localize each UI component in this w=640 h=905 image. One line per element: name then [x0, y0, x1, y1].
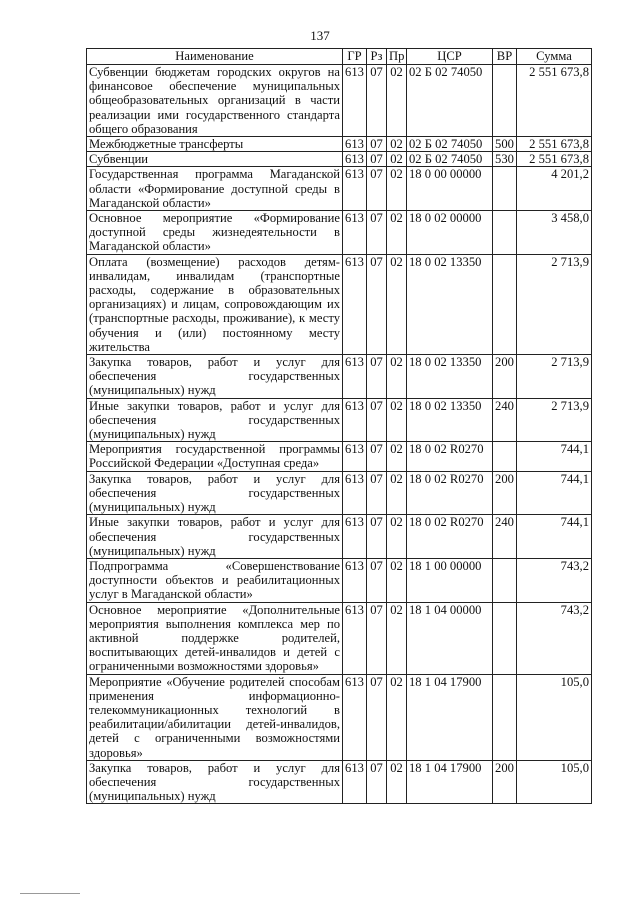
table-row [87, 471, 592, 515]
cell-name: Закупка товаров, работ и услуг для обеспечения государственных (муниципальных) нужд [87, 355, 343, 399]
cell-gr: 613 [343, 137, 367, 152]
cell-csr: 02 Б 02 74050 [407, 152, 493, 167]
table-row [87, 211, 592, 255]
cell-csr: 18 0 00 00000 [407, 167, 493, 211]
cell-vr [493, 602, 517, 674]
table-row [87, 442, 592, 471]
table-row [87, 137, 592, 152]
cell-gr: 613 [343, 515, 367, 559]
cell-rz: 07 [367, 211, 387, 255]
page-number: 137 [310, 28, 330, 43]
cell-rz: 07 [367, 152, 387, 167]
cell-vr: 500 [493, 137, 517, 152]
cell-pr: 02 [387, 471, 407, 515]
table-row [87, 65, 592, 137]
cell-pr: 02 [387, 65, 407, 137]
cell-vr: 240 [493, 515, 517, 559]
cell-pr: 02 [387, 211, 407, 255]
cell-gr: 613 [343, 254, 367, 354]
table-row [87, 355, 592, 399]
cell-sum: 4 201,2 [517, 167, 592, 211]
cell-rz: 07 [367, 398, 387, 442]
cell-pr: 02 [387, 674, 407, 760]
cell-pr: 02 [387, 398, 407, 442]
cell-rz: 07 [367, 760, 387, 804]
cell-vr [493, 442, 517, 471]
cell-name: Оплата (возмещение) расходов детям-инвалидам, инвалидам (транспортные расходы, содержание в образовательных организациях) и лицам, сопровождающим их (транспортные расходы, проживание), к месту обучения и (или) постоянному месту жительства [87, 254, 343, 354]
header-csr: ЦСР [407, 49, 493, 65]
cell-sum: 743,2 [517, 558, 592, 602]
cell-pr: 02 [387, 442, 407, 471]
cell-rz: 07 [367, 674, 387, 760]
cell-rz: 07 [367, 515, 387, 559]
cell-csr: 18 1 04 17900 [407, 674, 493, 760]
cell-gr: 613 [343, 558, 367, 602]
cell-pr: 02 [387, 254, 407, 354]
cell-vr [493, 65, 517, 137]
cell-name: Мероприятие «Обучение родителей способам применения информационно-телекоммуникационных технологий в реабилитации/абилитации детей-инвалидов, детей с ограниченными возможностями здоровья» [87, 674, 343, 760]
header-gr: ГР [343, 49, 367, 65]
cell-gr: 613 [343, 152, 367, 167]
cell-csr: 02 Б 02 74050 [407, 137, 493, 152]
cell-rz: 07 [367, 65, 387, 137]
cell-gr: 613 [343, 167, 367, 211]
cell-csr: 18 0 02 R0270 [407, 471, 493, 515]
cell-pr: 02 [387, 152, 407, 167]
cell-name: Подпрограмма «Совершенствование доступности объектов и реабилитационных услуг в Магаданской области» [87, 558, 343, 602]
cell-csr: 18 0 02 R0270 [407, 442, 493, 471]
cell-csr: 18 0 02 13350 [407, 398, 493, 442]
cell-gr: 613 [343, 398, 367, 442]
cell-sum: 744,1 [517, 515, 592, 559]
footer-rule [20, 893, 80, 894]
cell-rz: 07 [367, 471, 387, 515]
cell-csr: 18 1 04 00000 [407, 602, 493, 674]
cell-sum: 3 458,0 [517, 211, 592, 255]
cell-csr: 18 1 04 17900 [407, 760, 493, 804]
cell-sum: 105,0 [517, 760, 592, 804]
cell-vr: 530 [493, 152, 517, 167]
cell-sum: 2 713,9 [517, 398, 592, 442]
cell-sum: 2 713,9 [517, 254, 592, 354]
cell-rz: 07 [367, 254, 387, 354]
cell-vr [493, 254, 517, 354]
cell-name: Мероприятия государственной программы Российской Федерации «Доступная среда» [87, 442, 343, 471]
cell-gr: 613 [343, 211, 367, 255]
cell-sum: 744,1 [517, 442, 592, 471]
cell-name: Основное мероприятие «Дополнительные мероприятия выполнения комплекса мер по активной поддержке родителей, воспитывающих детей-инвалидов и детей с ограниченными возможностями здоровья» [87, 602, 343, 674]
cell-vr: 240 [493, 398, 517, 442]
cell-gr: 613 [343, 471, 367, 515]
cell-csr: 18 0 02 13350 [407, 355, 493, 399]
cell-name: Иные закупки товаров, работ и услуг для обеспечения государственных (муниципальных) нужд [87, 515, 343, 559]
cell-name: Основное мероприятие «Формирование доступной среды жизнедеятельности в Магаданской области» [87, 211, 343, 255]
cell-vr: 200 [493, 760, 517, 804]
cell-vr [493, 674, 517, 760]
cell-vr [493, 558, 517, 602]
cell-rz: 07 [367, 137, 387, 152]
budget-table [86, 48, 592, 804]
cell-pr: 02 [387, 515, 407, 559]
table-row [87, 398, 592, 442]
cell-csr: 18 0 02 R0270 [407, 515, 493, 559]
cell-name: Закупка товаров, работ и услуг для обеспечения государственных (муниципальных) нужд [87, 760, 343, 804]
table-row [87, 254, 592, 354]
cell-vr: 200 [493, 471, 517, 515]
table-row [87, 602, 592, 674]
cell-sum: 2 551 673,8 [517, 65, 592, 137]
cell-rz: 07 [367, 602, 387, 674]
cell-csr: 18 0 02 13350 [407, 254, 493, 354]
cell-sum: 744,1 [517, 471, 592, 515]
cell-vr: 200 [493, 355, 517, 399]
cell-sum: 2 713,9 [517, 355, 592, 399]
header-row [87, 49, 592, 65]
cell-sum: 2 551 673,8 [517, 152, 592, 167]
cell-name: Иные закупки товаров, работ и услуг для обеспечения государственных (муниципальных) нужд [87, 398, 343, 442]
cell-rz: 07 [367, 167, 387, 211]
cell-vr [493, 211, 517, 255]
table-row [87, 760, 592, 804]
cell-pr: 02 [387, 137, 407, 152]
cell-name: Субвенции бюджетам городских округов на финансовое обеспечение муниципальных общеобразовательных организаций в части реализации ими государственного стандарта общего образования [87, 65, 343, 137]
cell-csr: 18 1 00 00000 [407, 558, 493, 602]
cell-rz: 07 [367, 558, 387, 602]
header-vr: ВР [493, 49, 517, 65]
cell-gr: 613 [343, 65, 367, 137]
table-row [87, 558, 592, 602]
cell-gr: 613 [343, 674, 367, 760]
cell-pr: 02 [387, 355, 407, 399]
cell-gr: 613 [343, 760, 367, 804]
cell-sum: 2 551 673,8 [517, 137, 592, 152]
cell-pr: 02 [387, 167, 407, 211]
cell-gr: 613 [343, 355, 367, 399]
cell-pr: 02 [387, 760, 407, 804]
cell-gr: 613 [343, 442, 367, 471]
table-row [87, 674, 592, 760]
cell-csr: 02 Б 02 74050 [407, 65, 493, 137]
header-pr: Пр [387, 49, 407, 65]
cell-vr [493, 167, 517, 211]
cell-csr: 18 0 02 00000 [407, 211, 493, 255]
cell-rz: 07 [367, 355, 387, 399]
cell-sum: 105,0 [517, 674, 592, 760]
cell-name: Субвенции [87, 152, 343, 167]
table-row [87, 152, 592, 167]
cell-name: Государственная программа Магаданской области «Формирование доступной среды в Магаданской области» [87, 167, 343, 211]
cell-gr: 613 [343, 602, 367, 674]
header-name: Наименование [87, 49, 343, 65]
cell-name: Межбюджетные трансферты [87, 137, 343, 152]
header-sum: Сумма [517, 49, 592, 65]
cell-pr: 02 [387, 558, 407, 602]
cell-name: Закупка товаров, работ и услуг для обеспечения государственных (муниципальных) нужд [87, 471, 343, 515]
table-row [87, 515, 592, 559]
cell-sum: 743,2 [517, 602, 592, 674]
cell-pr: 02 [387, 602, 407, 674]
cell-rz: 07 [367, 442, 387, 471]
table-row [87, 167, 592, 211]
header-rz: Рз [367, 49, 387, 65]
